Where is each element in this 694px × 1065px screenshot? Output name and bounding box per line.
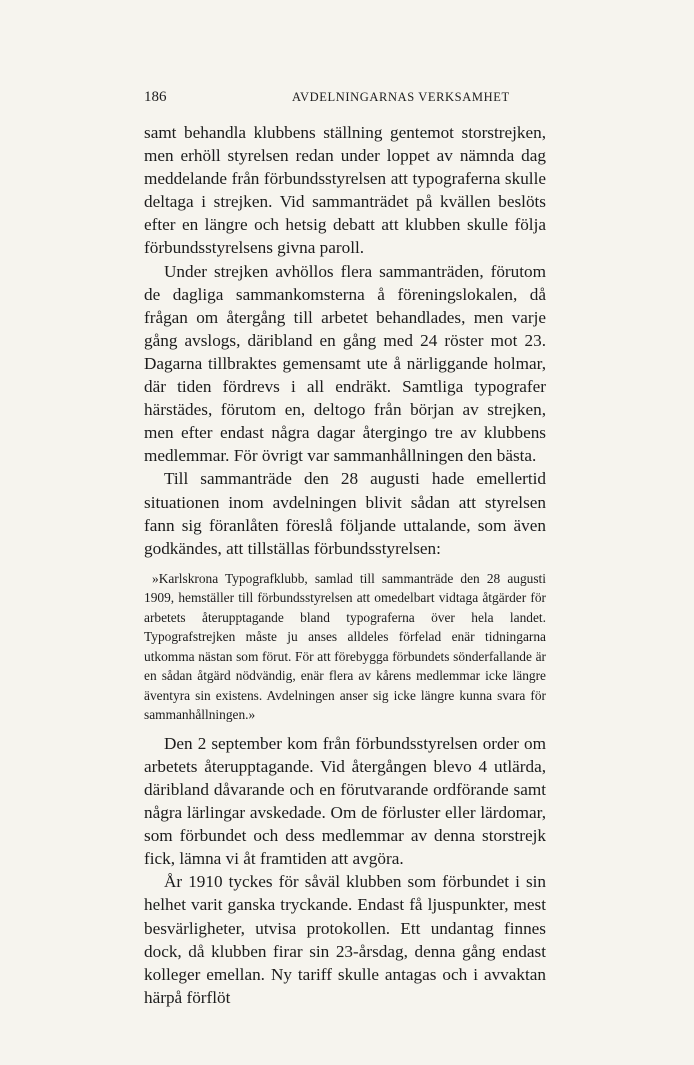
page-number: 186: [144, 89, 167, 105]
running-title: AVDELNINGARNAS VERKSAMHET: [292, 90, 510, 104]
page-body: [144, 121, 546, 1009]
paragraph-5: År 1910 tyckes för såväl klubben som förbundet i sin helhet varit ganska tryckande. Endast få ljuspunkter, mest besvärligheter, utvisa protokollen. Ett undantag finnes dock, då klubben firar sin 23-årsdag, denna gång endast kolleger emellan. Ny tariff skulle antagas och i avvaktan härpå förflöt: [144, 872, 546, 1007]
quote-text: »Karlskrona Typografklubb, samlad till sammanträde den 28 augusti 1909, hemställer till förbundsstyrelsen att omedelbart vidtaga åtgärder för arbetets återupptagande bland typograferna över hela landet. Typografstrejken måste ju anses alldeles förfelad enär tidningarna utkomma nästan som förut. För att förebygga förbundets sönderfallande är en sådan åtgärd nödvändig, enär flera av kårens medlemmar icke längre äventyra sin existens. Avdelningen anser sig icke längre kunna svara för sammanhållningen.»: [144, 570, 546, 723]
paragraph-2: Under strejken avhöllos flera sammanträden, förutom de dagliga sammankomsterna å föreningslokalen, då frågan om återgång till arbetet behandlades, men varje gång avslogs, däribland en gång med 24 röster mot 23. Dagarna tillbraktes gemensamt ute å närliggande holmar, där tiden fördrevs i all endräkt. Samtliga typografer härstädes, förutom en, deltogo från början av strejken, men efter endast några dagar återgingo tre av klubbens medlemmar. För övrigt var sammanhållningen den bästa.: [144, 261, 546, 466]
paragraph-4: Den 2 september kom från förbundsstyrelsen order om arbetets återupptagande. Vid återgången blevo 4 utlärda, däribland dåvarande och en förutvarande ordförande samt några lärlingar avskedade. Om de förluster eller lärdomar, som förbundet och dess medlemmar av denna storstrejk fick, lämna vi åt framtiden att avgöra.: [144, 733, 546, 869]
paragraph-3: Till sammanträde den 28 augusti hade emellertid situationen inom avdelningen blivit sådan att styrelsen fann sig föranlåten föreslå följande uttalande, som även godkändes, att tillställas förbundsstyrelsen:: [144, 469, 546, 558]
page-header: [144, 86, 546, 108]
block-quote: [144, 569, 546, 725]
paragraph-1: samt behandla klubbens ställning gentemot storstrejken, men erhöll styrelsen redan under loppet av nämnda dag meddelande från förbundsstyrelsen att typograferna skulle deltaga i strejken. Vid sammanträdet på kvällen beslöts efter en längre och hetsig debatt att klubben skulle följa förbundsstyrelsens givna paroll.: [144, 123, 546, 258]
